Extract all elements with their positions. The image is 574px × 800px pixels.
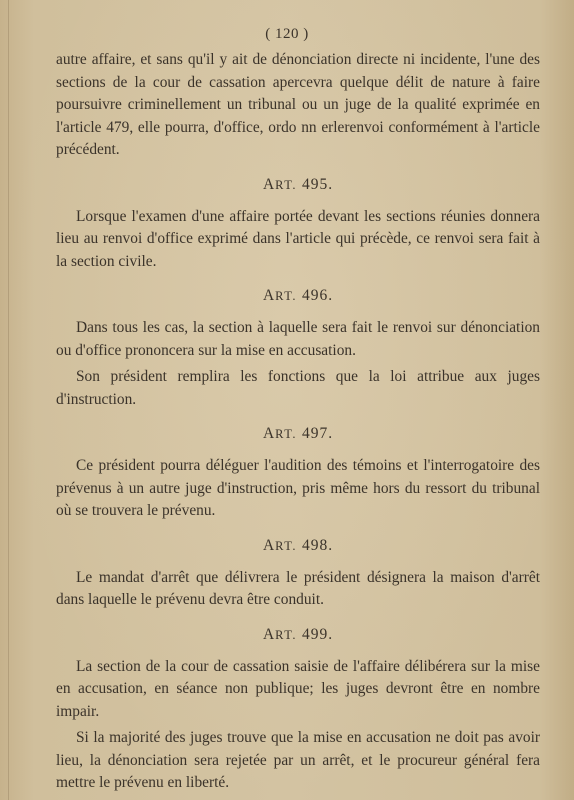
- paragraph-498: Le mandat d'arrêt que délivrera le président désignera la maison d'arrêt dans laquelle le prévenu devra être conduit.: [56, 568, 540, 608]
- paragraph-499-b: Si la majorité des juges trouve que la mise en accusation ne doit pas avoir lieu, la dénonciation sera rejetée par un arrêt, et le procureur général fera mettre le prévenu en liberté.: [56, 729, 540, 791]
- paragraph-497: Ce président pourra déléguer l'audition des témoins et l'interrogatoire des prévenus à un autre juge d'instruction, pris même hors du ressort du tribunal où se trouvera le prévenu.: [56, 457, 540, 519]
- article-heading-497: ART. 497.: [262, 425, 334, 442]
- page-fold: [8, 0, 9, 800]
- paragraph-499-a: La section de la cour de cassation saisie de l'affaire délibérera sur la mise en accusation, en séance non publique; les juges devront être en nombre impair.: [56, 657, 540, 720]
- paragraph-495: Lorsque l'examen d'une affaire portée devant les sections réunies donnera lieu au renvoi d'office exprimé dans l'article qui précède, ce renvoi sera fait à la section civile.: [56, 207, 540, 270]
- page-text: [56, 49, 540, 795]
- article-heading-499: ART. 499.: [262, 625, 334, 643]
- article-heading-498: ART. 498.: [262, 536, 334, 554]
- paragraph-opening: autre affaire, et sans qu'il y ait de dénonciation directe ni incidente, l'une des sections de la cour de cassation apercevra quelque délit de nature à faire poursuivre criminellement un tribunal ou un juge de la qualité exprimée en l'article 479, elle pourra, d'office, ordo nn erlerenvoi conformément à l'article précédent.: [56, 51, 540, 158]
- paragraph-496-a: Dans tous les cas, la section à laquelle sera fait le renvoi sur dénonciation ou d'office prononcera sur la mise en accusation.: [56, 319, 540, 359]
- paragraph-496-b: Son président remplira les fonctions que la loi attribue aux juges d'instruction.: [56, 368, 540, 408]
- page-number: ( 120 ): [265, 26, 309, 42]
- article-heading-495: ART. 495.: [262, 175, 334, 193]
- article-heading-496: ART. 496.: [262, 287, 334, 304]
